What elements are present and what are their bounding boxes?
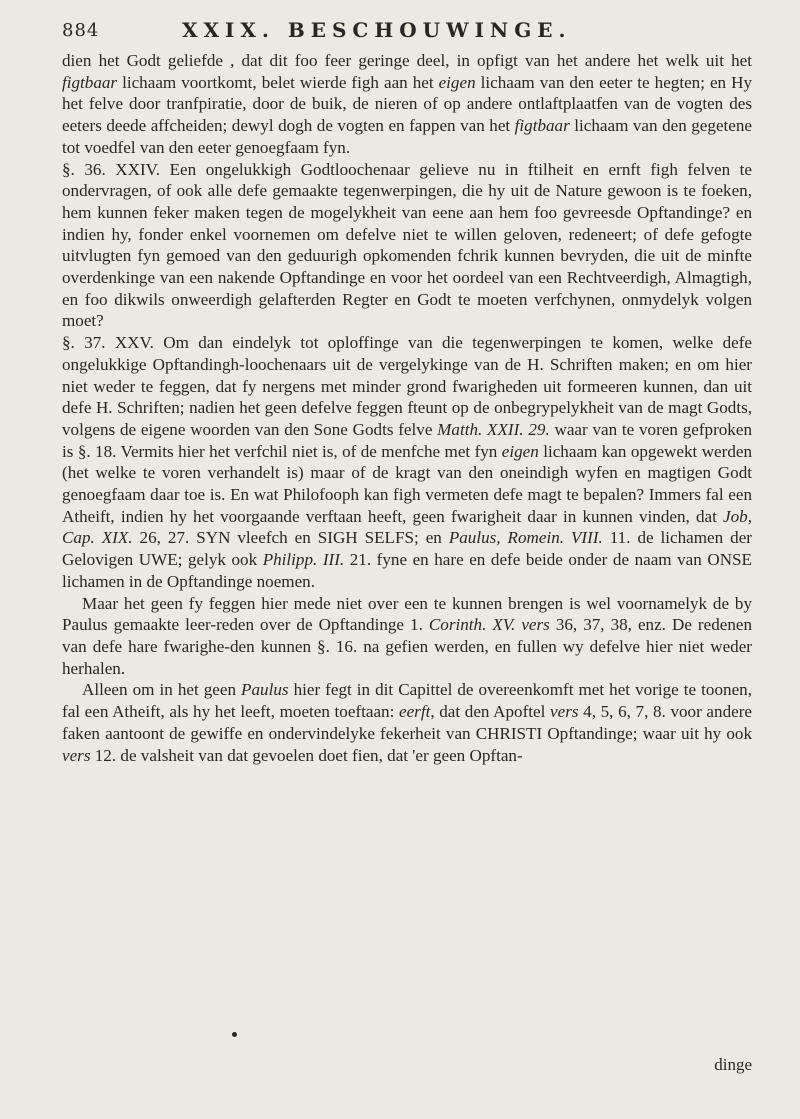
- text-segment: 4, 5, 6, 7, 8. voor andere faken aantoont de gewiffe en ondervindelyke fekerheit van CHRISTI Opftandinge; waar uit hy ook: [62, 702, 752, 743]
- text-segment: figtbaar: [514, 116, 570, 136]
- page-body: [62, 50, 752, 766]
- paragraph-p3: [62, 593, 752, 680]
- paragraph-p1: [62, 159, 752, 333]
- text-segment: eigen: [501, 441, 539, 461]
- text-segment: lichaam kan opgewekt werden (het welke te voren verhandelt is) maar of de kragt van den oneindigh wyfen en magtigen Godt genoegfaam daar toe is. En wat Philofooph kan figh vermeten defe magt te bepalen? Immers fal een Atheift, indien hy het voorgaande verftaan heeft, geen fwarigheit daar in kunnen vinden, dat: [62, 441, 753, 526]
- text-segment: vers: [62, 745, 91, 765]
- page-number: 884: [62, 20, 100, 41]
- catchword: dinge: [714, 1055, 752, 1074]
- text-segment: Paulus: [241, 680, 289, 700]
- text-segment: lichaam van den gegetene tot voedfel van den eeter genoegfaam fyn.: [62, 116, 752, 157]
- text-segment: hier fegt in dit Capittel de overeenkomft met het vorige te toonen, fal een Atheift, als hy het leeft, moeten toeftaan:: [62, 680, 752, 722]
- text-segment: dien het Godt geliefde , dat dit foo feer geringe deel, in opfigt van het andere het welk uit het: [62, 51, 752, 70]
- text-segment: Paulus, Romein. VIII.: [448, 528, 603, 548]
- text-segment: waar van te voren gefproken is §. 18. Vermits hier het verfchil niet is, of de menfche met fyn: [62, 419, 752, 461]
- text-segment: vers: [550, 702, 579, 722]
- printer-mark-dot: [232, 1032, 237, 1037]
- text-segment: lichaam van den eeter te hegten; en Hy het felve door tranfpiratie, door de buik, de nieren of op andere ontlaftplaatfen van de vogten des eeters deede affcheiden; dewyl dogh de vogten en fappen van het: [62, 72, 752, 136]
- text-segment: , dat den Apoftel: [430, 702, 551, 722]
- text-segment: figtbaar: [62, 72, 118, 92]
- text-segment: Matth. XXII. 29.: [437, 419, 550, 439]
- text-segment: Maar het geen fy feggen hier mede niet over een te kunnen brengen is wel voornamelyk de by Paulus gemaakte leer-reden over de Opftandinge 1.: [62, 593, 752, 635]
- text-segment: §. 37. XXV. Om dan eindelyk tot oploffinge van die tegenwerpingen te komen, welke defe ongelukkige Opftandingh-loochenaars uit de vergelykinge van de H. Schriften maken; en om hier niet weder te feggen, dat fy nergens met minder grond fwarigheden uit formeeren kunnen, dan uit defe H. Schriften; nadien het geen defelve feggen fteunt op de onbegrypelykheit van de magt Godts, volgens de eigene woorden van den Sone Godts felve: [62, 333, 752, 439]
- text-segment: eerft: [399, 702, 431, 722]
- paragraph-p0: [62, 50, 752, 159]
- text-segment: Alleen om in het geen: [82, 680, 242, 700]
- paragraph-p2: [62, 332, 752, 592]
- text-segment: 26, 27. SYN vleefch en SIGH SELFS; en: [132, 528, 449, 548]
- running-title: XXIX. BESCHOUWINGE.: [182, 18, 572, 42]
- text-segment: 21. fyne en hare en defe beide onder de naam van ONSE lichamen in de Opftandinge noemen.: [62, 550, 753, 591]
- text-segment: 36, 37, 38, enz. De redenen van defe hare fwarighe-den kunnen §. 16. na gefien werden, en fullen wy defelve hier niet weder herhalen.: [62, 615, 753, 678]
- text-segment: lichaam voortkomt, belet wierde figh aan het: [117, 72, 439, 92]
- paragraph-p4: [62, 679, 752, 766]
- text-segment: Philipp. III.: [262, 550, 345, 570]
- text-segment: §. 36. XXIV. Een ongelukkigh Godtloochenaar gelieve nu in ftilheit en ernft figh felven te ondervragen, of ook alle defe gemaakte tegenwerpingen, die hy uit de Nature gewoon is te foeken, hem kunnen feker maken tegen de mogelykheit van eene aan hem foo gevreesde Opftandinge? en indien hy, fonder enkel voornemen om defelve niet te willen geloven, redeneert; of defe gefogte uitvlugten fyn gemoed van den geduurigh opkomenden fchrik kunnen bevryden, die uit de minfte overdenkinge van een nakende Opftandinge en voor het oordeel van een Rechtveerdigh, Almagtigh, en foo dikwils onweerdigh gelafterden Regter en Godt te moeten verfchynen, onmydelyk volgen moet?: [62, 159, 752, 331]
- text-segment: Job, Cap. XIX.: [62, 506, 752, 548]
- text-segment: 12. de valsheit van dat gevoelen doet fien, dat 'er geen Opftan-: [90, 745, 523, 765]
- text-segment: 11. de lichamen der Gelovigen UWE; gelyk ook: [62, 528, 752, 570]
- text-segment: Corinth. XV. vers: [428, 615, 550, 635]
- page-header: [62, 18, 740, 46]
- text-segment: eigen: [438, 72, 476, 92]
